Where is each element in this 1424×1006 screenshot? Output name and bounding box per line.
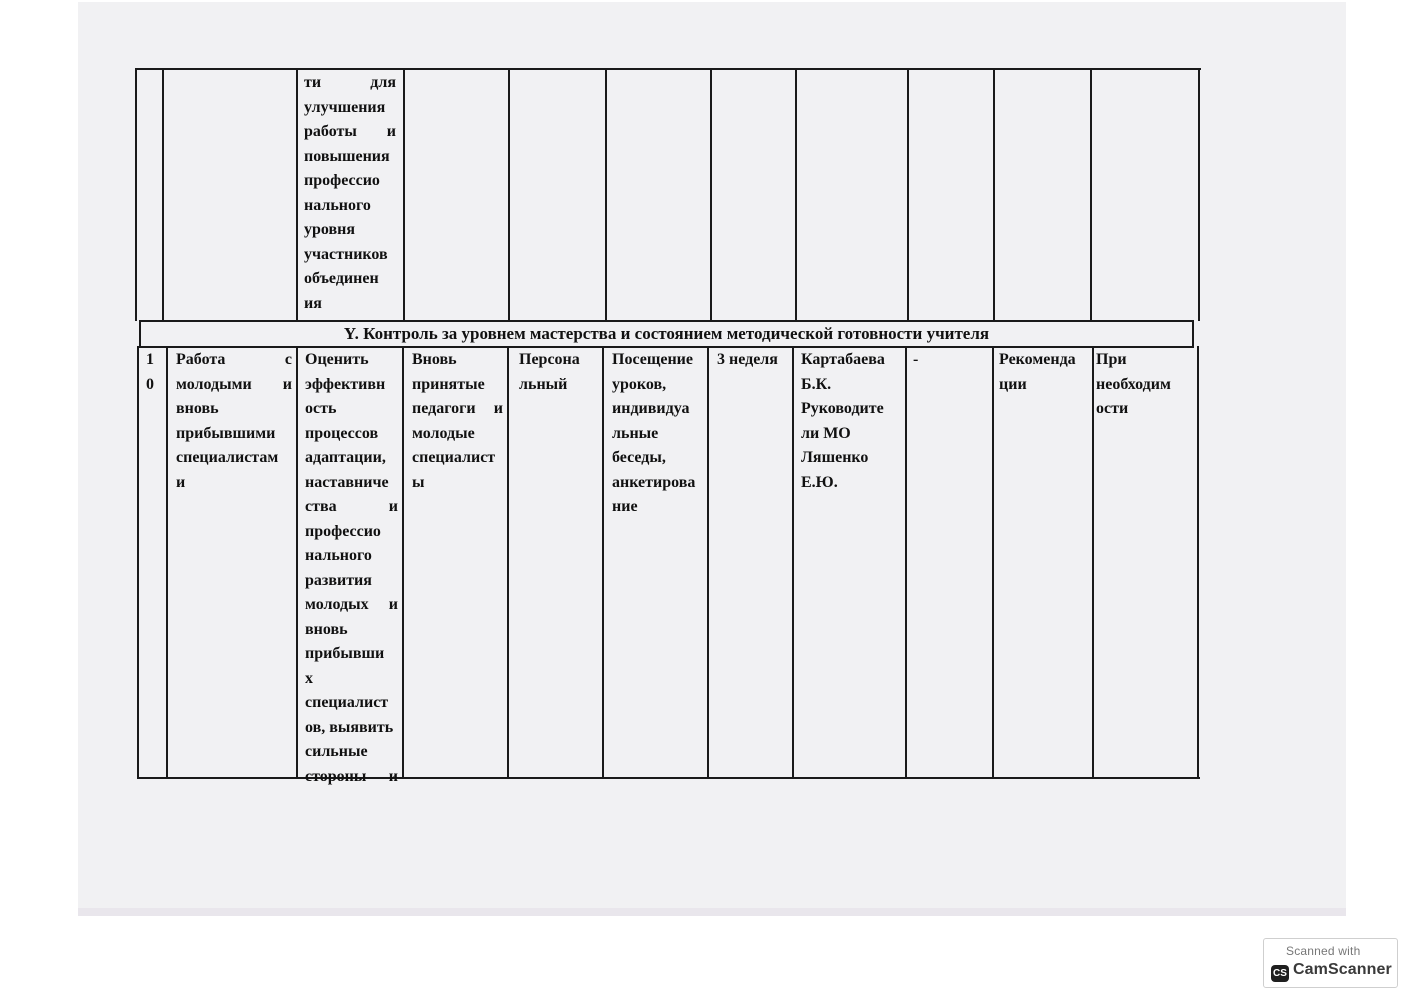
col-line	[792, 346, 794, 779]
col-line	[905, 346, 907, 779]
col-line	[707, 346, 709, 779]
col-line	[993, 68, 995, 321]
goal-line: участников	[304, 245, 388, 263]
goal-line: вновь	[305, 620, 348, 638]
goal-line: ов, выявить	[305, 718, 394, 736]
result-line: ции	[999, 375, 1027, 393]
cell-control-type	[517, 348, 599, 397]
goal-line: адаптации,	[305, 449, 386, 466]
cell-result	[997, 348, 1090, 397]
section-right-border	[1192, 320, 1194, 348]
object-line: молодые	[412, 424, 475, 442]
goal-line: объединен	[304, 270, 379, 287]
col-line	[507, 346, 509, 779]
col-line	[402, 346, 404, 779]
col-line	[710, 68, 712, 321]
camscanner-logo-icon: CS	[1271, 965, 1289, 982]
goal-line: профессио	[304, 172, 380, 189]
topic-line: вновь	[176, 400, 219, 417]
object-line: принятые	[412, 375, 485, 393]
result-line: Рекоменда	[999, 351, 1076, 368]
goal-line: нального	[305, 547, 372, 564]
topic-line: молодыми и	[176, 375, 292, 393]
responsible-line: Б.К.	[801, 375, 832, 393]
col-line	[1197, 346, 1199, 779]
section-heading: Y. Контроль за уровнем мастерства и состоянием методической готовности учителя	[343, 324, 990, 343]
goal-line: специалист	[305, 694, 389, 711]
methods-line: анкетирова	[612, 473, 696, 491]
col-line	[1090, 68, 1092, 321]
number-digit: 1	[146, 351, 154, 368]
cell-number	[144, 348, 166, 397]
topic-line: и	[176, 473, 186, 491]
responsible-line: Ляшенко	[801, 449, 869, 466]
cell-goal	[303, 348, 400, 789]
col-line	[137, 346, 139, 779]
place-line: -	[913, 351, 919, 368]
cell-place	[911, 348, 989, 373]
type-line: Персона	[519, 351, 580, 368]
repeat-line: При	[1096, 351, 1127, 368]
table-top-border	[135, 68, 1201, 70]
watermark-brand: CamScanner	[1293, 961, 1392, 978]
col-line	[508, 68, 510, 321]
goal-line: повышения	[304, 147, 390, 165]
type-line: льный	[519, 375, 568, 393]
timing-line: 3 неделя	[717, 351, 778, 368]
goal-line: ия	[304, 294, 322, 312]
repeat-line: ости	[1096, 400, 1129, 417]
col-line	[135, 68, 137, 321]
responsible-line: Е.Ю.	[801, 473, 838, 491]
object-line: Вновь	[412, 351, 457, 368]
cell-methods	[610, 348, 705, 520]
goal-line: работы и	[304, 123, 396, 140]
goal-line: нального	[304, 196, 371, 214]
goal-line: х	[305, 669, 313, 687]
cell-topic	[174, 348, 294, 495]
methods-line: уроков,	[612, 375, 667, 393]
methods-line: индивидуа	[612, 400, 690, 417]
methods-line: льные	[612, 424, 659, 442]
watermark-caption: Scanned with	[1286, 944, 1361, 958]
cell-repeat	[1094, 348, 1195, 422]
col-line	[992, 346, 994, 779]
goal-line: Оценить	[305, 351, 369, 368]
goal-line: наставниче	[305, 473, 389, 491]
goal-line: стороны и	[305, 767, 398, 785]
col-line	[907, 68, 909, 321]
methods-line: ние	[612, 498, 638, 515]
col-line	[403, 68, 405, 321]
responsible-line: Руководите	[801, 400, 884, 417]
responsible-line: Картабаева	[801, 351, 885, 368]
col-line	[602, 346, 604, 779]
object-line: ы	[412, 473, 425, 491]
cell-timing	[715, 348, 791, 373]
methods-line: беседы,	[612, 449, 666, 466]
col-line	[296, 68, 298, 321]
goal-line: сильные	[305, 743, 368, 760]
goal-line: уровня	[304, 221, 356, 238]
goal-line: ства и	[305, 498, 398, 515]
goal-line: улучшения	[304, 98, 386, 116]
goal-line: процессов	[305, 424, 379, 442]
goal-line: эффективн	[305, 375, 386, 393]
col-line	[795, 68, 797, 321]
repeat-line: необходим	[1096, 375, 1171, 393]
goal-line: молодых и	[305, 596, 398, 613]
object-line: специалист	[412, 449, 496, 466]
topic-line: прибывшими	[176, 424, 276, 442]
goal-line: развития	[305, 571, 372, 589]
methods-line: Посещение	[612, 351, 693, 368]
camscanner-watermark	[1263, 938, 1398, 988]
topic-line: специалистам	[176, 449, 279, 466]
col-line	[605, 68, 607, 321]
goal-line: профессио	[305, 522, 381, 540]
cell-responsible	[799, 348, 903, 495]
goal-line: прибывши	[305, 645, 385, 662]
cell-object	[410, 348, 505, 495]
col-line	[166, 346, 168, 779]
goal-line: ость	[305, 400, 337, 417]
col-line	[296, 346, 298, 779]
goal-line: ти для	[304, 74, 396, 91]
number-digit: 0	[146, 375, 154, 393]
object-line: педагоги и	[412, 400, 503, 417]
col-line	[162, 68, 164, 321]
col-line	[1198, 68, 1200, 321]
responsible-line: ли МО	[801, 424, 851, 442]
cell-goal-continuation	[302, 71, 398, 316]
topic-line: Работа с	[176, 351, 292, 368]
